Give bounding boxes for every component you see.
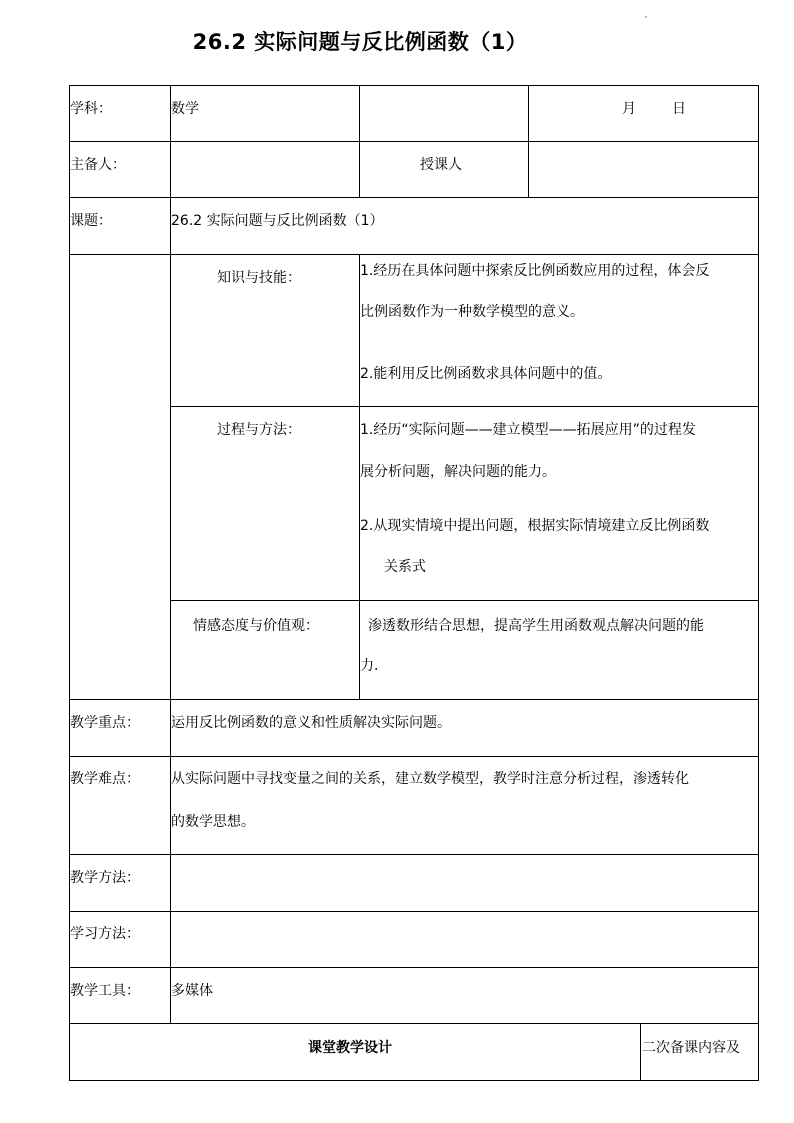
design-side-label: 二次备课内容及 [642, 1040, 740, 1056]
process-label: 过程与方法： [217, 422, 301, 438]
process-line-2: 展分析问题，解决问题的能力。 [360, 464, 556, 480]
process-line-3: 2.从现实情境中提出问题，根据实际情境建立反比例函数 [360, 518, 710, 534]
column-divider [359, 85, 360, 198]
design-label: 课堂教学设计 [308, 1040, 392, 1056]
subject-value: 数学 [171, 101, 199, 117]
row-divider [69, 854, 759, 855]
knowledge-line-3: 2.能利用反比例函数求具体问题中的值。 [360, 366, 612, 382]
attitude-label: 情感态度与价值观： [193, 618, 319, 634]
knowledge-line-1: 1.经历在具体问题中探索反比例函数应用的过程，体会反 [360, 263, 710, 279]
table-border-right [758, 85, 759, 1081]
knowledge-label: 知识与技能： [217, 270, 301, 286]
row-divider [69, 197, 759, 198]
row-divider [170, 406, 759, 407]
preparer-label: 主备人： [70, 157, 126, 173]
row-divider [69, 911, 759, 912]
process-line-1: 1.经历“实际问题——建立模型——拓展应用”的过程发 [360, 422, 696, 438]
column-divider [528, 85, 529, 198]
knowledge-line-2: 比例函数作为一种数学模型的意义。 [360, 304, 584, 320]
difficulty-line-2: 的数学思想。 [171, 814, 255, 830]
row-divider [69, 967, 759, 968]
row-divider [69, 141, 759, 142]
topic-label: 课题： [70, 213, 112, 229]
date-day: 日 [672, 101, 686, 117]
learning-method-label: 学习方法： [70, 926, 140, 942]
attitude-line-2: 力. [360, 658, 379, 674]
column-divider [640, 1023, 641, 1081]
difficulty-line-1: 从实际问题中寻找变量之间的关系，建立数学模型，教学时注意分析过程，渗透转化 [171, 771, 689, 787]
table-border-bottom [69, 1080, 759, 1081]
topic-value: 26.2 实际问题与反比例函数（1） [171, 213, 384, 229]
table-border-top [69, 85, 759, 86]
tools-label: 教学工具： [70, 983, 140, 999]
process-line-4: 关系式 [384, 559, 426, 575]
attitude-line-1: 渗透数形结合思想，提高学生用函数观点解决问题的能 [368, 618, 704, 634]
difficulty-label: 教学难点： [70, 771, 140, 787]
date-month: 月 [622, 101, 636, 117]
subject-label: 学科： [70, 101, 112, 117]
page-title: 26.2 实际问题与反比例函数（1） [192, 30, 528, 54]
key-point-value: 运用反比例函数的意义和性质解决实际问题。 [171, 715, 451, 731]
key-point-label: 教学重点： [70, 715, 140, 731]
tools-value: 多媒体 [171, 983, 213, 999]
row-divider [69, 699, 759, 700]
row-divider [69, 254, 759, 255]
teacher-label: 授课人 [420, 157, 462, 173]
row-divider [69, 1023, 759, 1024]
row-divider [170, 600, 759, 601]
decorative-dot [645, 16, 647, 18]
row-divider [69, 756, 759, 757]
teaching-method-label: 教学方法： [70, 870, 140, 886]
